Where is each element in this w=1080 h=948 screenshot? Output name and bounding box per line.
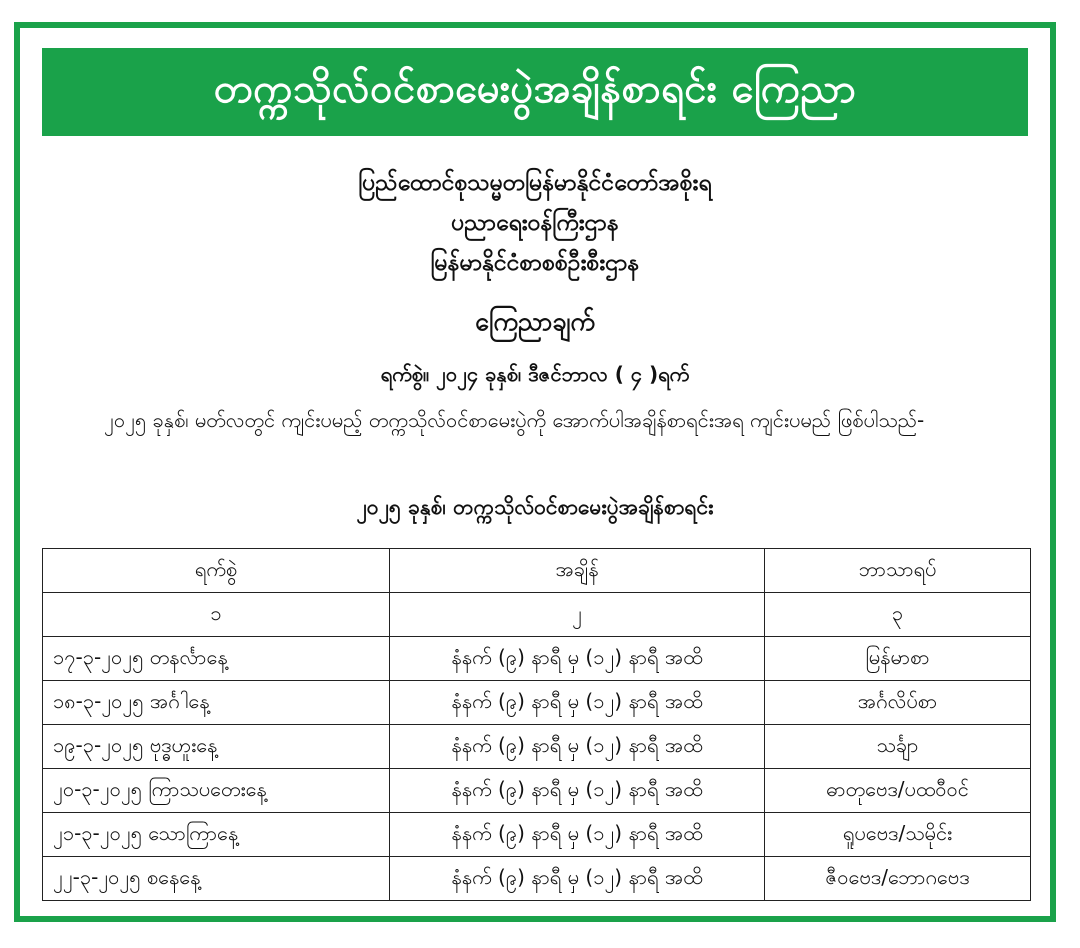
row-subject: ရူပဗေဒ/သမိုင်း xyxy=(765,813,1031,857)
row-date: ၁၈-၃-၂၀၂၅ အင်္ဂါနေ့ xyxy=(43,681,390,725)
row-subject: အင်္ဂလိပ်စာ xyxy=(765,681,1031,725)
row-time: နံနက် (၉) နာရီ မှ (၁၂) နာရီ အထိ xyxy=(390,725,765,769)
header-date: ရက်စွဲ xyxy=(43,549,390,593)
org-line-ministry: ပညာရေးဝန်ကြီးဌာန xyxy=(451,210,619,236)
row-date: ၁၇-၃-၂၀၂၅ တနင်္လာနေ့ xyxy=(43,637,390,681)
row-subject: မြန်မာစာ xyxy=(765,637,1031,681)
table-row xyxy=(43,813,1031,857)
row-date: ၂၀-၃-၂၀၂၅ ကြာသပတေးနေ့ xyxy=(43,769,390,813)
table-row xyxy=(43,637,1031,681)
header-subject: ဘာသာရပ် xyxy=(765,549,1031,593)
row-subject: ဇီဝဗေဒ/ဘောဂဗေဒ xyxy=(765,857,1031,901)
row-time: နံနက် (၉) နာရီ မှ (၁၂) နာရီ အထိ xyxy=(390,769,765,813)
row-subject: သင်္ချာ xyxy=(765,725,1031,769)
row-date: ၂၁-၃-၂၀၂၅ သောကြာနေ့ xyxy=(43,813,390,857)
notice-heading: ကြေညာချက် xyxy=(475,307,595,336)
banner-title: တက္ကသိုလ်ဝင်စာမေးပွဲအချိန်စာရင်း ကြေညာ xyxy=(42,48,1028,136)
column-number: ၁ xyxy=(43,593,390,637)
header-time: အချိန် xyxy=(390,549,765,593)
schedule-title: ၂၀၂၅ ခုနှစ်၊ တက္ကသိုလ်ဝင်စာမေးပွဲအချိန်စာရင်း xyxy=(356,495,714,519)
org-line-department: မြန်မာနိုင်ငံစာစစ်ဦးစီးဌာန xyxy=(430,250,640,276)
table-header-row xyxy=(43,549,1031,593)
row-date: ၂၂-၃-၂၀၂၅ စနေနေ့ xyxy=(43,857,390,901)
column-number: ၃ xyxy=(765,593,1031,637)
notice-date: ရက်စွဲ။ ၂၀၂၄ ခုနှစ်၊ ဒီဇင်ဘာလ ( ၄ )ရက် xyxy=(380,362,690,386)
notice-body: ၂၀၂၅ ခုနှစ်၊ မတ်လတွင် ကျင်းပမည့် တက္ကသိုလ်ဝင်စာမေးပွဲကို အောက်ပါအချိန်စာရင်းအရ ကျင်းပမည် ဖြစ်ပါသည်- xyxy=(104,408,925,432)
row-time: နံနက် (၉) နာရီ မှ (၁၂) နာရီ အထိ xyxy=(390,637,765,681)
table-row xyxy=(43,681,1031,725)
schedule-table xyxy=(42,548,1031,901)
table-row xyxy=(43,857,1031,901)
row-time: နံနက် (၉) နာရီ မှ (၁၂) နာရီ အထိ xyxy=(390,857,765,901)
table-row xyxy=(43,725,1031,769)
row-subject: ဓာတုဗေဒ/ပထဝီဝင် xyxy=(765,769,1031,813)
row-time: နံနက် (၉) နာရီ မှ (၁၂) နာရီ အထိ xyxy=(390,681,765,725)
org-line-government: ပြည်ထောင်စုသမ္မတမြန်မာနိုင်ငံတော်အစိုးရ xyxy=(358,170,712,196)
column-number: ၂ xyxy=(390,593,765,637)
announcement-frame xyxy=(14,22,1056,922)
row-date: ၁၉-၃-၂၀၂၅ ဗုဒ္ဓဟူးနေ့ xyxy=(43,725,390,769)
column-number-row xyxy=(43,593,1031,637)
table-row xyxy=(43,769,1031,813)
row-time: နံနက် (၉) နာရီ မှ (၁၂) နာရီ အထိ xyxy=(390,813,765,857)
